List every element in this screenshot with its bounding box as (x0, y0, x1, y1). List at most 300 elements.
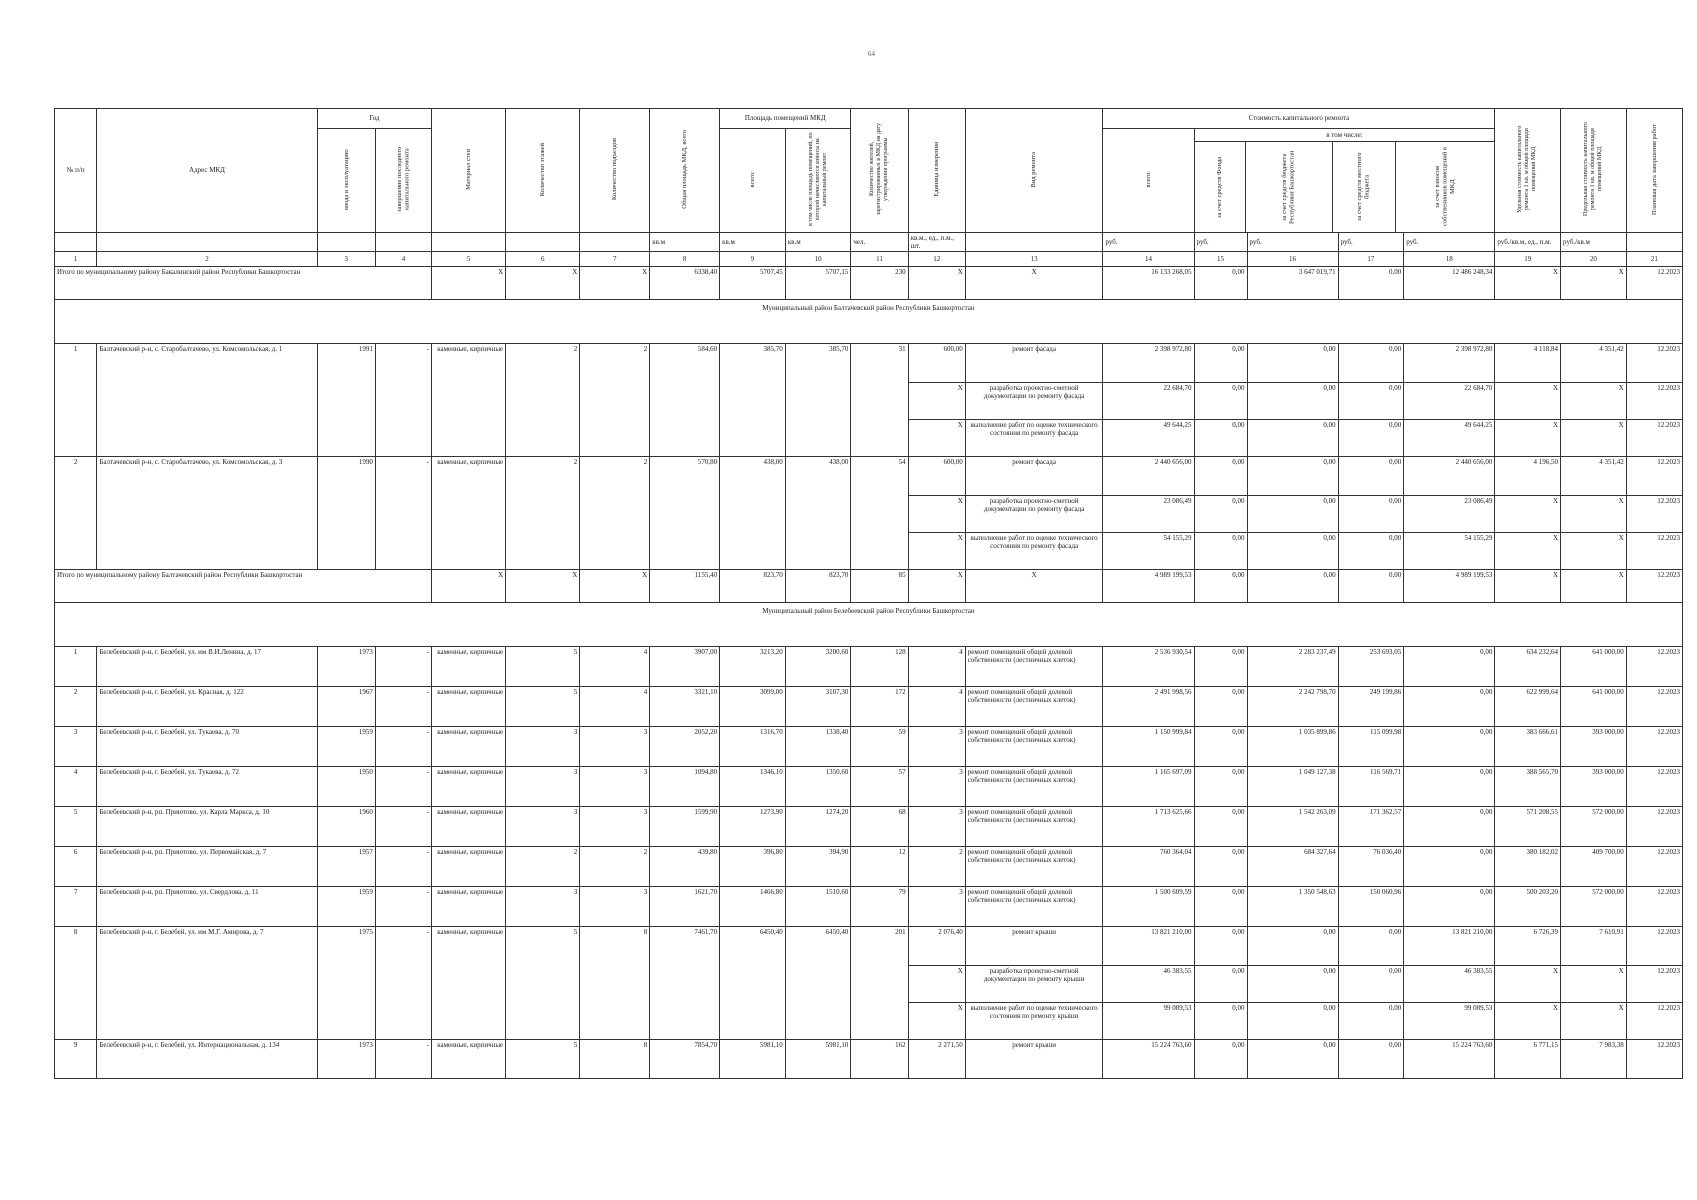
residents: 68 (851, 807, 908, 847)
column-number: 12 (908, 252, 965, 267)
cost-owners: 0,00 (1404, 807, 1495, 847)
repair-type: ремонт помещений общей долевой собственности (лестничных клеток) (965, 727, 1103, 767)
wall-material: каменные, кирпичные (432, 1040, 506, 1079)
cost-total: 99 089,53 (1103, 1003, 1194, 1040)
floors: 3 (506, 727, 580, 767)
premises-residential: 1350,60 (785, 767, 851, 807)
planned-date: 12.2023 (1626, 647, 1682, 687)
max-cost: X (1561, 496, 1627, 533)
specific-cost: X (1495, 496, 1561, 533)
cost-fund: 0,00 (1194, 383, 1247, 420)
repair-type: выполнение работ по оценке технического состояния по ремонту крыши (965, 1003, 1103, 1040)
specific-cost: 6 726,39 (1495, 927, 1561, 966)
column-number: 8 (650, 252, 720, 267)
unit-amount: 2 (908, 847, 965, 887)
cost-total: 2 536 930,54 (1103, 647, 1194, 687)
floors: 5 (506, 927, 580, 1040)
max-cost: 7 983,38 (1561, 1040, 1627, 1079)
header-planned-date: Плановая дата завершения работ (1650, 123, 1658, 215)
cost-local: 253 693,05 (1338, 647, 1404, 687)
cost-republic: 0,00 (1247, 927, 1338, 966)
cost-total: 1 500 609,59 (1103, 887, 1194, 927)
max-cost: X (1561, 1003, 1627, 1040)
unit-amount: 600,00 (908, 344, 965, 383)
cost-fund: 0,00 (1194, 927, 1247, 966)
column-number: 3 (317, 252, 375, 267)
cost-owners: 0,00 (1404, 847, 1495, 887)
cost-fund: 0,00 (1194, 687, 1247, 727)
unit-amount: 3 (908, 887, 965, 927)
unit-cell: руб. (1247, 233, 1338, 252)
repair-type: ремонт крыши (965, 1040, 1103, 1079)
cost-total: 1 150 999,84 (1103, 727, 1194, 767)
cost-republic: 1 035 899,86 (1247, 727, 1338, 767)
year-commissioning: 1973 (317, 647, 375, 687)
cost-owners: 15 224 763,60 (1404, 1040, 1495, 1079)
planned-date: 12.2023 (1626, 457, 1682, 496)
max-cost: 641 000,00 (1561, 647, 1627, 687)
header-owners: за счет взносов собственников помещений в МКД (1433, 147, 1456, 227)
cost-local: 0,00 (1338, 570, 1404, 603)
total-area: 2052,20 (650, 727, 720, 767)
cost-total: 46 383,55 (1103, 966, 1194, 1003)
max-cost: X (1561, 383, 1627, 420)
unit-cell: чел. (851, 233, 908, 252)
cost-local: 0,00 (1338, 533, 1404, 570)
column-number: 11 (851, 252, 908, 267)
cost-fund: 0,00 (1194, 344, 1247, 383)
entrances: 8 (580, 1040, 650, 1079)
header-floors: Количество этажей (539, 142, 546, 197)
specific-cost: 380 182,02 (1495, 847, 1561, 887)
cost-local: 0,00 (1338, 267, 1404, 300)
unit-amount: X (908, 496, 965, 533)
cost-owners: 23 086,49 (1404, 496, 1495, 533)
x-mark: X (580, 570, 650, 603)
column-number: 18 (1404, 252, 1495, 267)
total-area: 1155,40 (650, 570, 720, 603)
entrances: 2 (580, 457, 650, 570)
cost-total: 49 644,25 (1103, 420, 1194, 457)
year-last-repair: - (375, 647, 431, 687)
total-area: 7854,70 (650, 1040, 720, 1079)
wall-material: каменные, кирпичные (432, 887, 506, 927)
cost-fund: 0,00 (1194, 727, 1247, 767)
premises-total: 1346,10 (720, 767, 786, 807)
cost-local: 0,00 (1338, 457, 1404, 496)
year-last-repair: - (375, 344, 431, 457)
house-row (55, 927, 1683, 966)
house-row (55, 847, 1683, 887)
row-number: 7 (55, 887, 97, 927)
unit-amount: 4 (908, 687, 965, 727)
floors: 3 (506, 887, 580, 927)
header-residents: Количество жителей, зарегистрированных в МКД на дату утверждения программы (869, 123, 889, 216)
repair-type: разработка проектно-сметной документации по ремонту крыши (965, 966, 1103, 1003)
repair-program-table (54, 108, 1683, 1079)
planned-date: 12.2023 (1626, 727, 1682, 767)
house-address: Белебеевский р-н, рп. Приютово, ул. Свердлова, д. 11 (97, 887, 317, 927)
x-mark: X (580, 267, 650, 300)
house-address: Белебеевский р-н, рп. Приютово, ул. Первомайская, д. 7 (97, 847, 317, 887)
floors: 2 (506, 847, 580, 887)
header-premises-total: всего: (748, 171, 756, 188)
wall-material: каменные, кирпичные (432, 927, 506, 1040)
premises-total: 6450,40 (720, 927, 786, 1040)
column-number: 1 (55, 252, 97, 267)
header-premises-residential: в том числе площадь помещений, по которой начисляются взносы на капитальный ремонт (807, 132, 828, 227)
premises-residential: 3107,30 (785, 687, 851, 727)
repair-type: ремонт помещений общей долевой собственности (лестничных клеток) (965, 687, 1103, 727)
cost-republic: 1 542 263,09 (1247, 807, 1338, 847)
cost-local: 249 199,86 (1338, 687, 1404, 727)
wall-material: каменные, кирпичные (432, 727, 506, 767)
house-row (55, 457, 1683, 496)
floors: 5 (506, 647, 580, 687)
wall-material: каменные, кирпичные (432, 767, 506, 807)
unit-cell: руб. (1404, 233, 1495, 252)
cost-owners: 54 155,29 (1404, 533, 1495, 570)
cost-fund: 0,00 (1194, 767, 1247, 807)
cost-owners: 0,00 (1404, 727, 1495, 767)
residents: 79 (851, 887, 908, 927)
cost-republic: 0,00 (1247, 570, 1338, 603)
cost-owners: 13 821 210,00 (1404, 927, 1495, 966)
total-area: 439,80 (650, 847, 720, 887)
cost-owners: 4 989 199,53 (1404, 570, 1495, 603)
residents: 201 (851, 927, 908, 1040)
planned-date: 12.2023 (1626, 344, 1682, 383)
house-address: Балтачевский р-н, с. Старобалтачево, ул. Комсомольская, д. 3 (97, 457, 317, 570)
cost-local: 0,00 (1338, 420, 1404, 457)
row-number: 6 (55, 847, 97, 887)
premises-total: 1273,90 (720, 807, 786, 847)
specific-cost: X (1495, 966, 1561, 1003)
x-mark: X (432, 570, 506, 603)
planned-date: 12.2023 (1626, 1003, 1682, 1040)
section-title: Муниципальный район Балтачевский район Республики Башкортостан (55, 300, 1683, 344)
premises-total: 1316,70 (720, 727, 786, 767)
header-wall-material: Материал стен (464, 149, 472, 190)
cost-fund: 0,00 (1194, 887, 1247, 927)
total-area: 7461,70 (650, 927, 720, 1040)
unit-cell: руб./кв.м (1561, 233, 1627, 252)
x-mark: X (506, 570, 580, 603)
cost-republic: 0,00 (1247, 496, 1338, 533)
repair-type: ремонт помещений общей долевой собственности (лестничных клеток) (965, 807, 1103, 847)
specific-cost: 6 771,15 (1495, 1040, 1561, 1079)
cost-republic: 3 647 019,71 (1247, 267, 1338, 300)
house-row (55, 727, 1683, 767)
planned-date: 12.2023 (1626, 807, 1682, 847)
repair-type: ремонт помещений общей долевой собственности (лестничных клеток) (965, 767, 1103, 807)
column-number: 15 (1194, 252, 1247, 267)
year-commissioning: 1973 (317, 1040, 375, 1079)
cost-republic: 0,00 (1247, 1003, 1338, 1040)
column-number: 20 (1561, 252, 1627, 267)
max-cost: 393 000,00 (1561, 767, 1627, 807)
repair-type: выполнение работ по оценке технического состояния по ремонту фасада (965, 420, 1103, 457)
cost-local: 150 060,96 (1338, 887, 1404, 927)
premises-total: 1466,80 (720, 887, 786, 927)
floors: 5 (506, 1040, 580, 1079)
cost-republic: 0,00 (1247, 1040, 1338, 1079)
unit-cell: руб./кв.м, ед., п.м. (1495, 233, 1561, 252)
house-address: Белебеевский р-н, г. Белебей, ул. им В.И.Ленина, д. 17 (97, 647, 317, 687)
unit-amount: 3 (908, 807, 965, 847)
house-row (55, 647, 1683, 687)
unit-cell: руб. (1103, 233, 1194, 252)
residents: 57 (851, 767, 908, 807)
year-commissioning: 1959 (317, 887, 375, 927)
total-area: 584,60 (650, 344, 720, 457)
entrances: 4 (580, 687, 650, 727)
column-number: 21 (1626, 252, 1682, 267)
wall-material: каменные, кирпичные (432, 647, 506, 687)
cost-fund: 0,00 (1194, 496, 1247, 533)
cost-republic: 0,00 (1247, 383, 1338, 420)
planned-date: 12.2023 (1626, 1040, 1682, 1079)
house-row (55, 887, 1683, 927)
cost-owners: 22 684,70 (1404, 383, 1495, 420)
unit-amount: 4 (908, 647, 965, 687)
section-header-row (55, 300, 1683, 344)
year-commissioning: 1959 (317, 727, 375, 767)
year-last-repair: - (375, 687, 431, 727)
premises-total: 3099,00 (720, 687, 786, 727)
specific-cost: 383 666,61 (1495, 727, 1561, 767)
total-label: Итого по муниципальному району Балтачевский район Республики Башкортостан (55, 570, 432, 603)
house-address: Белебеевский р-н, г. Белебей, ул. Тукаева, д. 72 (97, 767, 317, 807)
house-row (55, 807, 1683, 847)
floors: 2 (506, 344, 580, 457)
max-cost: 4 351,42 (1561, 457, 1627, 496)
house-address: Белебеевский р-н, г. Белебей, ул. Интернациональная, д. 134 (97, 1040, 317, 1079)
repair-type: ремонт фасада (965, 457, 1103, 496)
unit-cell: кв.м (650, 233, 720, 252)
year-last-repair: - (375, 767, 431, 807)
row-number: 9 (55, 1040, 97, 1079)
entrances: 3 (580, 767, 650, 807)
wall-material: каменные, кирпичные (432, 807, 506, 847)
unit-cell: кв.м (720, 233, 786, 252)
cost-republic: 0,00 (1247, 344, 1338, 383)
cost-republic: 2 242 798,70 (1247, 687, 1338, 727)
wall-material: каменные, кирпичные (432, 687, 506, 727)
cost-republic: 0,00 (1247, 966, 1338, 1003)
cost-local: 171 362,57 (1338, 807, 1404, 847)
header-including: в том числе: (1195, 129, 1495, 142)
premises-total: 823,70 (720, 570, 786, 603)
unit-amount: X (908, 966, 965, 1003)
column-number: 13 (965, 252, 1103, 267)
header-repair-type: Вид ремонта (1030, 151, 1038, 188)
header-fund: за счет средств Фонда (1215, 156, 1223, 218)
cost-republic: 0,00 (1247, 457, 1338, 496)
x-mark: X (908, 570, 965, 603)
cost-fund: 0,00 (1194, 647, 1247, 687)
total-row (55, 267, 1683, 300)
house-row (55, 1040, 1683, 1079)
entrances: 4 (580, 647, 650, 687)
column-number: 4 (375, 252, 431, 267)
entrances: 2 (580, 847, 650, 887)
row-number: 3 (55, 727, 97, 767)
column-number: 5 (432, 252, 506, 267)
total-area: 3321,10 (650, 687, 720, 727)
column-number: 14 (1103, 252, 1194, 267)
cost-total: 22 684,70 (1103, 383, 1194, 420)
header-unit: Единица измерения (932, 142, 940, 197)
house-address: Балтачевский р-н, с. Старобалтачево, ул. Комсомольская, д. 1 (97, 344, 317, 457)
floors: 2 (506, 457, 580, 570)
cost-local: 0,00 (1338, 344, 1404, 383)
repair-type: ремонт фасада (965, 344, 1103, 383)
premises-residential: 5707,15 (785, 267, 851, 300)
unit-amount: X (908, 533, 965, 570)
cost-local: 0,00 (1338, 927, 1404, 966)
premises-residential: 1274,20 (785, 807, 851, 847)
cost-total: 1 713 625,66 (1103, 807, 1194, 847)
row-number: 2 (55, 457, 97, 570)
header-cost-total: всего: (1144, 171, 1152, 188)
cost-fund: 0,00 (1194, 457, 1247, 496)
unit-cell: руб. (1338, 233, 1404, 252)
unit-cell: кв.м., ед., п.м., шт. (908, 233, 965, 252)
column-number: 19 (1495, 252, 1561, 267)
repair-program-table-container (54, 108, 1683, 1079)
section-title: Муниципальный район Белебеевский район Республики Башкортостан (55, 603, 1683, 647)
column-number: 7 (580, 252, 650, 267)
planned-date: 12.2023 (1626, 533, 1682, 570)
header-specific-cost: Удельная стоимость капитального ремонта 1 кв. м общей площади помещений МКД (1517, 125, 1538, 214)
cost-total: 15 224 763,60 (1103, 1040, 1194, 1079)
row-number: 1 (55, 344, 97, 457)
year-last-repair: - (375, 457, 431, 570)
entrances: 3 (580, 727, 650, 767)
cost-total: 760 364,04 (1103, 847, 1194, 887)
repair-type: разработка проектно-сметной документации по ремонту фасада (965, 383, 1103, 420)
cost-republic: 1 049 127,38 (1247, 767, 1338, 807)
max-cost: X (1561, 966, 1627, 1003)
floors: 5 (506, 687, 580, 727)
units-row (55, 233, 1683, 252)
premises-residential: 5981,10 (785, 1040, 851, 1079)
house-row (55, 687, 1683, 727)
column-number: 16 (1247, 252, 1338, 267)
x-mark: X (1561, 570, 1627, 603)
house-address: Белебеевский р-н, рп. Приютово, ул. Карла Маркса, д. 10 (97, 807, 317, 847)
specific-cost: 500 203,20 (1495, 887, 1561, 927)
planned-date: 12.2023 (1626, 687, 1682, 727)
house-address: Белебеевский р-н, г. Белебей, ул. Тукаева, д. 70 (97, 727, 317, 767)
planned-date: 12.2023 (1626, 570, 1682, 603)
residents: 162 (851, 1040, 908, 1079)
specific-cost: X (1495, 533, 1561, 570)
cost-owners: 49 644,25 (1404, 420, 1495, 457)
cost-republic: 684 327,64 (1247, 847, 1338, 887)
x-mark: X (1561, 267, 1627, 300)
house-row (55, 344, 1683, 383)
header-cost-group: Стоимость капитального ремонта (1103, 109, 1495, 129)
max-cost: 409 700,00 (1561, 847, 1627, 887)
premises-residential: 6450,40 (785, 927, 851, 1040)
unit-cell: кв.м (785, 233, 851, 252)
year-last-repair: - (375, 887, 431, 927)
premises-residential: 3200,60 (785, 647, 851, 687)
cost-owners: 0,00 (1404, 767, 1495, 807)
max-cost: 572 000,00 (1561, 807, 1627, 847)
year-last-repair: - (375, 727, 431, 767)
section-header-row (55, 603, 1683, 647)
cost-owners: 2 440 656,00 (1404, 457, 1495, 496)
cost-fund: 0,00 (1194, 267, 1247, 300)
residents: 59 (851, 727, 908, 767)
max-cost: 393 000,00 (1561, 727, 1627, 767)
premises-residential: 394,90 (785, 847, 851, 887)
cost-fund: 0,00 (1194, 533, 1247, 570)
unit-amount: 3 (908, 727, 965, 767)
premises-residential: 1510,60 (785, 887, 851, 927)
residents: 31 (851, 344, 908, 457)
total-row (55, 570, 1683, 603)
x-mark: X (1495, 570, 1561, 603)
unit-amount: 3 (908, 767, 965, 807)
unit-amount: 600,00 (908, 457, 965, 496)
floors: 3 (506, 807, 580, 847)
unit-amount: X (908, 383, 965, 420)
entrances: 8 (580, 927, 650, 1040)
residents: 128 (851, 647, 908, 687)
planned-date: 12.2023 (1626, 767, 1682, 807)
repair-type: ремонт крыши (965, 927, 1103, 966)
specific-cost: 634 232,64 (1495, 647, 1561, 687)
repair-type: ремонт помещений общей долевой собственности (лестничных клеток) (965, 647, 1103, 687)
x-mark: X (965, 570, 1103, 603)
max-cost: 7 610,91 (1561, 927, 1627, 966)
x-mark: X (908, 267, 965, 300)
cost-owners: 46 383,55 (1404, 966, 1495, 1003)
cost-owners: 99 089,53 (1404, 1003, 1495, 1040)
max-cost: X (1561, 533, 1627, 570)
cost-total: 16 133 268,05 (1103, 267, 1194, 300)
year-last-repair: - (375, 847, 431, 887)
header-republic-budget: за счет средств бюджета Республики Башкортостан (1281, 150, 1296, 224)
cost-local: 0,00 (1338, 1040, 1404, 1079)
cost-owners: 0,00 (1404, 687, 1495, 727)
cost-total: 23 086,49 (1103, 496, 1194, 533)
residents: 85 (851, 570, 908, 603)
planned-date: 12.2023 (1626, 420, 1682, 457)
cost-republic: 2 283 237,49 (1247, 647, 1338, 687)
unit-amount: X (908, 420, 965, 457)
header-premises-group: Площадь помещений МКД (720, 109, 851, 129)
cost-total: 2 440 656,00 (1103, 457, 1194, 496)
header-year-group: Год (317, 109, 431, 129)
column-number: 2 (97, 252, 317, 267)
house-address: Белебеевский р-н, г. Белебей, ул. Красная, д. 122 (97, 687, 317, 727)
cost-fund: 0,00 (1194, 847, 1247, 887)
repair-type: ремонт помещений общей долевой собственности (лестничных клеток) (965, 847, 1103, 887)
row-number: 1 (55, 647, 97, 687)
cost-local: 0,00 (1338, 1003, 1404, 1040)
premises-total: 5707,45 (720, 267, 786, 300)
total-area: 1094,80 (650, 767, 720, 807)
wall-material: каменные, кирпичные (432, 457, 506, 570)
header-local-budget: за счет средств местного бюджета (1356, 152, 1371, 222)
column-number: 17 (1338, 252, 1404, 267)
repair-type: выполнение работ по оценке технического состояния по ремонту фасада (965, 533, 1103, 570)
